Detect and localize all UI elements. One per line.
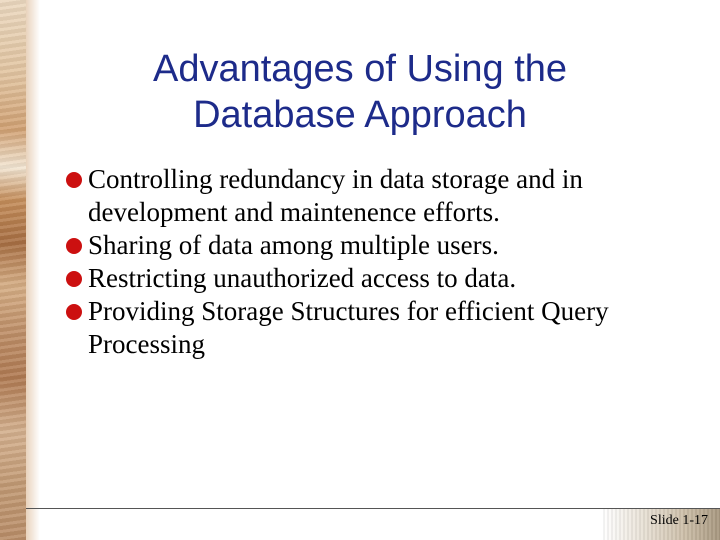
bullet-item [66,295,666,361]
bullet-text: Restricting unauthorized access to data. [88,263,517,293]
desert-image-fade [26,0,40,540]
bullet-icon [66,271,82,287]
slide-title-line-2: Database Approach [193,94,527,136]
bullet-text: Sharing of data among multiple users. [88,230,499,260]
bullet-item [66,262,666,295]
footer-slide-number-box [603,509,720,540]
bullet-item [66,163,666,229]
bullet-text: Providing Storage Structures for efficient Query Processing [88,296,609,359]
bullet-icon [66,238,82,254]
slide-title-line-1: Advantages of Using the [152,48,568,90]
bullet-icon [66,172,82,188]
slide-title [60,46,660,138]
desert-dune-image [0,0,26,540]
slide-number: Slide 1-17 [650,513,708,528]
bullet-text: Controlling redundancy in data storage and in development and maintenence efforts. [88,164,583,227]
bullet-icon [66,304,82,320]
bullet-item [66,229,666,262]
bullet-list [66,163,666,361]
